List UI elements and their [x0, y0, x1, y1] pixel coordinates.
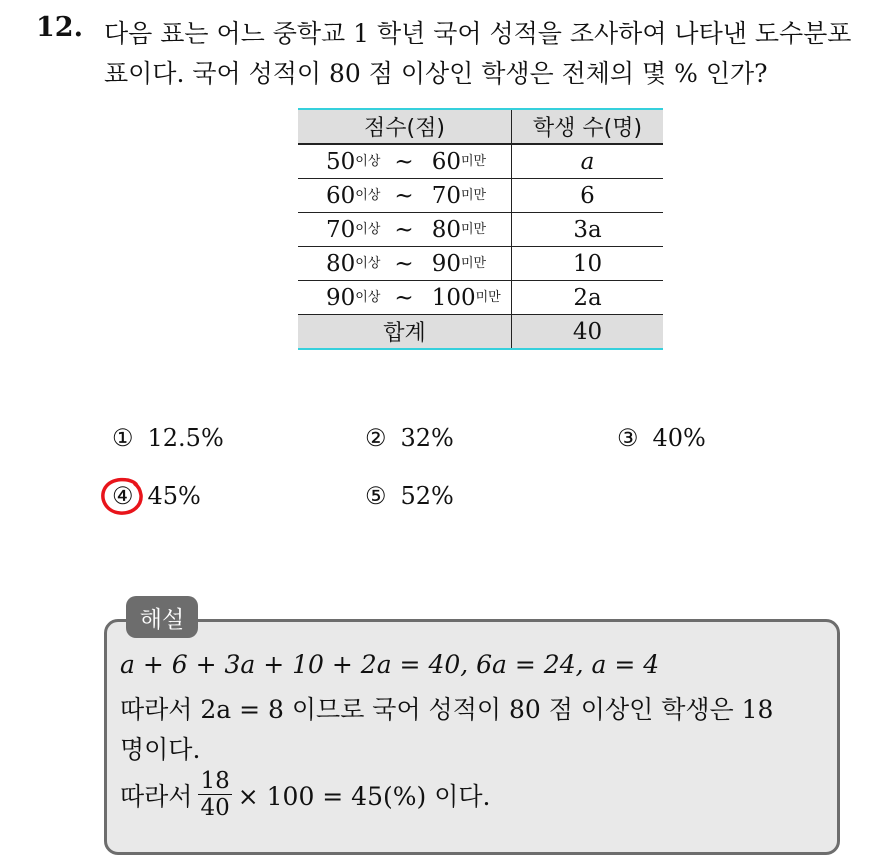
- total-value: 40: [512, 315, 664, 350]
- question-line-2: 표이다. 국어 성적이 80 점 이상인 학생은 전체의 몇 % 인가?: [104, 59, 768, 88]
- student-count: 2a: [512, 281, 664, 315]
- student-count: 6: [512, 179, 664, 213]
- choice-5[interactable]: [365, 482, 454, 510]
- solution-line-2: 따라서 2a = 8 이므로 국어 성적이 80 점 이상인 학생은 18: [120, 695, 774, 724]
- student-count: a: [512, 144, 664, 179]
- choice-number: ⑤: [365, 482, 387, 510]
- solution-prefix: 따라서: [120, 781, 193, 811]
- answer-circle-stroke: [103, 480, 141, 514]
- answer-circle-mark: [100, 476, 144, 516]
- choice-text: 52%: [400, 482, 454, 510]
- question-number: 12.: [36, 12, 83, 43]
- score-range: 60 $^{이상}$ ~ 70 $^{미만}$: [326, 182, 487, 209]
- table-row: [298, 247, 663, 281]
- solution-line-4: [120, 768, 490, 821]
- table-row: [298, 144, 663, 179]
- fraction-numerator: 18: [200, 768, 230, 794]
- choice-text: 45%: [147, 482, 201, 510]
- choice-text: 40%: [652, 424, 706, 452]
- choice-3[interactable]: [617, 424, 706, 452]
- header-score: 점수(점): [298, 109, 512, 144]
- table-header-row: [298, 109, 663, 144]
- choice-number: ②: [365, 424, 387, 452]
- score-range: 50 $^{이상}$ ~ 60 $^{미만}$: [326, 148, 487, 175]
- table-row: [298, 281, 663, 315]
- table-row: [298, 179, 663, 213]
- header-count: 학생 수(명): [512, 109, 664, 144]
- question-line-1: 다음 표는 어느 중학교 1 학년 국어 성적을 조사하여 나타낸 도수분포: [104, 19, 852, 48]
- student-count: 10: [512, 247, 664, 281]
- score-range: 90 $^{이상}$ ~ 100 $^{미만}$: [326, 284, 501, 311]
- solution-tab: 해설: [126, 596, 198, 638]
- score-range: 80 $^{이상}$ ~ 90 $^{미만}$: [326, 250, 487, 277]
- solution-suffix: × 100 = 45(%) 이다.: [237, 781, 491, 811]
- table-total-row: [298, 315, 663, 350]
- total-label: 합계: [298, 315, 512, 350]
- choice-1[interactable]: [112, 424, 224, 452]
- solution-line-1: a + 6 + 3a + 10 + 2a = 40, 6a = 24, a = 4: [120, 650, 660, 679]
- question-text: [104, 14, 874, 94]
- frequency-table: [298, 108, 663, 350]
- table-row: [298, 213, 663, 247]
- choice-number: ④: [112, 482, 134, 510]
- choice-2[interactable]: [365, 424, 454, 452]
- choice-text: 32%: [400, 424, 454, 452]
- fraction: [198, 768, 231, 821]
- score-range: 70 $^{이상}$ ~ 80 $^{미만}$: [326, 216, 487, 243]
- fraction-denominator: 40: [200, 795, 230, 821]
- student-count: 3a: [512, 213, 664, 247]
- choice-text: 12.5%: [147, 424, 224, 452]
- choice-number: ③: [617, 424, 639, 452]
- choice-number: ①: [112, 424, 134, 452]
- solution-line-3: 명이다.: [120, 735, 201, 764]
